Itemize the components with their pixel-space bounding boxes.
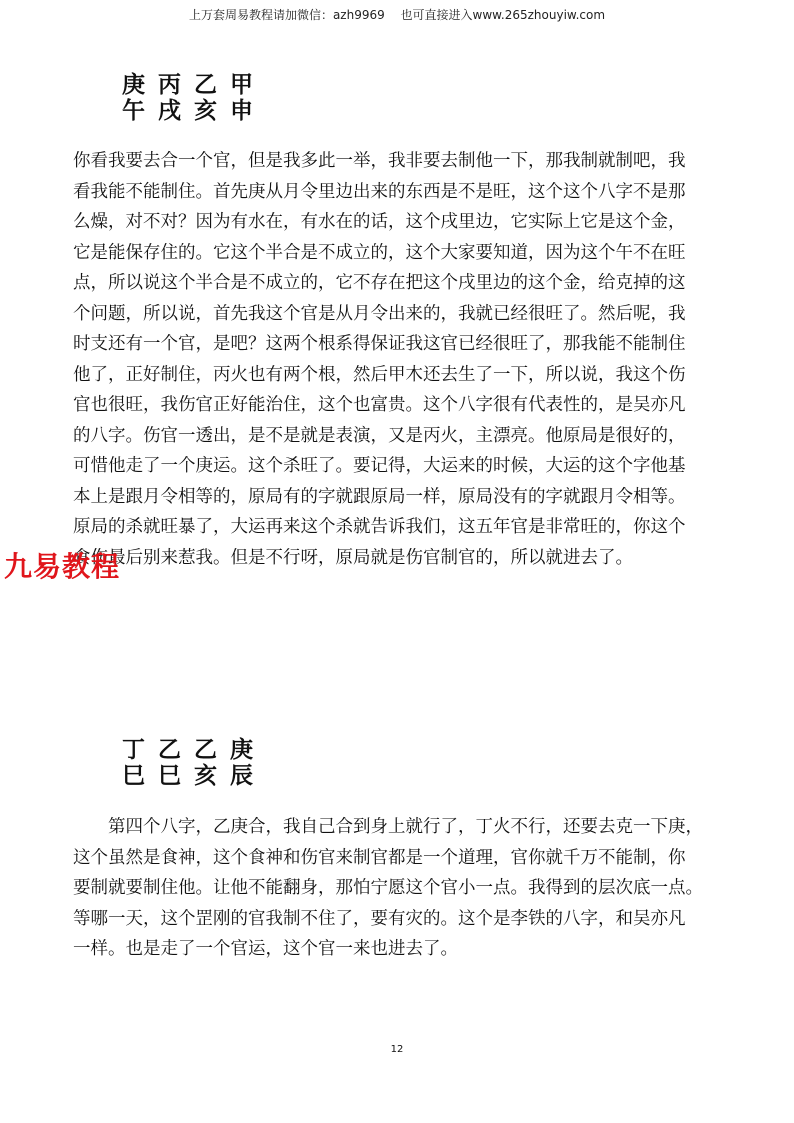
page-number: 12 — [390, 1044, 404, 1055]
text-line: 它是能保存住的。它这个半合是不成立的，这个大家要知道，因为这个午不在旺 — [73, 242, 686, 263]
text-line: 要制就要制住他。让他不能翻身，那怕宁愿这个官小一点。我得到的层次底一点。 — [73, 878, 703, 898]
text-line: 原局的杀就旺暴了，大运再来这个杀就告诉我们，这五年官是非常旺的，你这个 — [73, 517, 686, 537]
bazi-chart-2 — [122, 737, 266, 789]
text-line: 时支还有一个官，是吧？这两个根系得保证我这官已经很旺了，那我能不能制住 — [73, 334, 686, 354]
text-line: 这个虽然是食神，这个食神和伤官来制官都是一个道理，官你就千万不能制，你 — [73, 847, 686, 868]
bazi-stems-row: 丁乙乙庚 — [122, 737, 266, 763]
text-line: 个问题，所以说，首先我这个官是从月令出来的，我就已经很旺了。然后呢，我 — [73, 303, 686, 324]
text-line: 他了，正好制住，丙火也有两个根，然后甲木还去生了一下，所以说，我这个伤 — [73, 364, 686, 385]
text-line: 点，所以说这个半合是不成立的，它不存在把这个戌里边的这个金，给克掉的这 — [73, 273, 686, 293]
text-line: 食伤最后别来惹我。但是不行呀，原局就是伤官制官的，所以就进去了。 — [73, 547, 633, 568]
text-line: 看我能不能制住。首先庚从月令里边出来的东西是不是旺，这个这个八字不是那 — [73, 181, 686, 202]
bazi-stems-row: 庚丙乙甲 — [122, 72, 266, 98]
text-line: 官也很旺，我伤官正好能治住，这个也富贵。这个八字很有代表性的，是吴亦凡 — [73, 395, 686, 415]
bazi-branches-row: 巳巳亥辰 — [122, 763, 266, 789]
text-line: 的八字。伤官一透出，是不是就是表演，又是丙火，主漂亮。他原局是很好的， — [73, 425, 686, 446]
text-line: 你看我要去合一个官，但是我多此一举，我非要去制他一下，那我制就制吧，我 — [73, 151, 686, 171]
paragraph-2 — [73, 812, 723, 965]
paragraph-1 — [73, 146, 723, 573]
bazi-chart-1 — [122, 72, 266, 124]
text-line: 等哪一天，这个罡刚的官我制不住了，要有灾的。这个是李铁的八字，和吴亦凡 — [73, 908, 686, 929]
text-line: 本上是跟月令相等的，原局有的字就跟原局一样，原局没有的字就跟月令相等。 — [73, 486, 686, 507]
text-line: 么燥，对不对？因为有水在，有水在的话，这个戌里边，它实际上它是这个金， — [73, 212, 686, 232]
watermark-logo: 九易教程 — [4, 550, 121, 583]
text-line: 可惜他走了一个庚运。这个杀旺了。要记得，大运来的时候，大运的这个字他基 — [73, 456, 686, 476]
text-line: 第四个八字，乙庚合，我自己合到身上就行了，丁火不行，还要去克一下庚， — [73, 817, 703, 837]
text-line: 一样。也是走了一个官运，这个官一来也进去了。 — [73, 939, 458, 959]
bazi-branches-row: 午戌亥申 — [122, 98, 266, 124]
page-header-banner: 上万套周易教程请加微信：azh9969 也可直接进入www.265zhouyiw.com — [188, 8, 606, 22]
